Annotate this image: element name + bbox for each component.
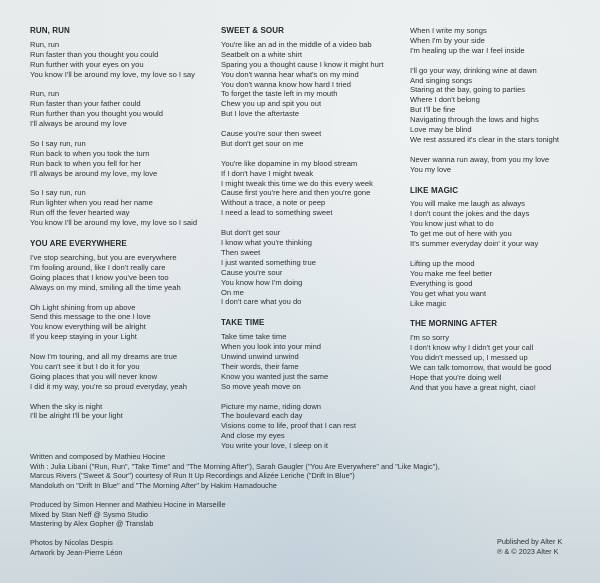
stanza [30, 139, 210, 179]
lyric-line: Their words, their fame [221, 361, 299, 371]
lyric-line: Run faster than you thought you could [30, 49, 159, 59]
lyric-line: I'm healing up the war I feel inside [410, 45, 525, 55]
song-title: THE MORNING AFTER [410, 319, 498, 329]
lyric-line: I know what you're thinking [221, 237, 312, 247]
stanza [30, 303, 210, 343]
lyric-line: Hope that you're doing well [410, 372, 502, 382]
lyric-line: I need a lead to something sweet [221, 208, 333, 218]
song-title: TAKE TIME [221, 318, 265, 328]
lyric-line: When I write my songs [410, 26, 487, 35]
lyric-line: You know how I'm doing [221, 277, 303, 287]
lyric-line: Now I'm touring, and all my dreams are true [30, 352, 178, 362]
stanza [30, 89, 210, 129]
lyric-line: When you look into your mind [221, 342, 322, 352]
lyric-line: Sparing you a thought cause I know it might hurt [221, 59, 384, 69]
lyric-line: Lifting up the mood [410, 258, 475, 268]
song-like-magic [410, 186, 590, 309]
lyric-line: Then sweet [221, 247, 261, 257]
lyric-line: Going places that you will never know [30, 371, 158, 381]
lyric-line: Know you wanted just the same [221, 371, 329, 381]
stanza [221, 332, 401, 391]
credit-group [30, 500, 530, 529]
lyric-line: I'll be alright I'll be your light [30, 411, 123, 421]
song-title: YOU ARE EVERYWHERE [30, 239, 127, 249]
lyric-line: Run, run [30, 89, 60, 99]
lyric-line: You don't wanna hear what's on my mind [221, 69, 359, 79]
stanza [410, 199, 590, 249]
lyric-line: And singing songs [410, 75, 473, 85]
lyric-line: I'll go your way, drinking wine at dawn [410, 65, 537, 75]
lyric-line: Navigating through the lows and highs [410, 115, 539, 125]
lyric-line: Visions come to life, proof that I can rest [221, 421, 356, 431]
lyric-line: I just wanted something true [221, 257, 316, 267]
lyric-line: So move yeah move on [221, 381, 301, 391]
lyric-line: Like magic [410, 298, 447, 308]
lyric-line: Cause first you're here and then you're gone [221, 188, 371, 198]
lyric-line: You get what you want [410, 288, 487, 298]
lyric-line: I might tweak this time we do this every week [221, 178, 373, 188]
lyric-line: Staring at the bay, going to parties [410, 85, 526, 95]
lyric-line: Without a trace, a note or peep [221, 198, 326, 208]
lyric-line: Cause you're sour then sweet [221, 129, 322, 139]
lyric-line: Going places that I know you've been too [30, 272, 169, 282]
lyric-line: You didn't messed up, I messed up [410, 353, 528, 363]
lyric-line: You know I'll be around my love, my love so I said [30, 218, 198, 228]
stanza [30, 402, 210, 422]
lyric-line: I'm so sorry [410, 333, 449, 343]
lyric-line: Run, run [30, 39, 60, 49]
song-title: LIKE MAGIC [410, 185, 459, 195]
stanza [410, 26, 590, 56]
lyric-line: Run lighter when you read her name [30, 198, 153, 208]
lyric-line: But don't get sour on me [221, 138, 304, 148]
publisher-info [497, 537, 577, 556]
credit-line: Produced by Simon Henner and Mathieu Hocine in Marseille [30, 499, 226, 509]
stanza [221, 159, 401, 218]
lyric-line: Take time take time [221, 332, 287, 342]
credit-line: Mandoluth on "Drift In Blue" and "The Morning After" by Hakim Hamadouche [30, 480, 277, 490]
stanza [410, 333, 590, 392]
lyric-line: Love may be blind [410, 125, 472, 135]
lyric-line: You're like dopamine in my blood stream [221, 158, 358, 168]
lyric-line: Run further with your eyes on you [30, 59, 144, 69]
stanza [30, 352, 210, 392]
lyric-line: I don't know why I didn't get your call [410, 343, 534, 353]
lyric-line: If I don't have I might tweak [221, 168, 314, 178]
lyric-line: It's summer everyday doin' it your way [410, 239, 539, 249]
lyric-line: The boulevard each day [221, 411, 303, 421]
lyric-line: Always on my mind, smiling all the time yeah [30, 282, 181, 292]
lyric-line: I'm fooling around, like I don't really care [30, 262, 166, 272]
lyric-line: To forget the taste left in my mouth [221, 89, 338, 99]
lyric-line: So I say run, run [30, 138, 86, 148]
lyric-line: Oh Light shining from up above [30, 302, 136, 312]
lyric-line: Everything is good [410, 278, 473, 288]
lyric-line: You know everything will be alright [30, 322, 146, 332]
credit-line: Photos by Nicolas Despis [30, 538, 113, 548]
lyric-line: I'll always be around my love [30, 119, 127, 129]
stanza [410, 66, 590, 145]
lyric-line: I did it my way, you're so proud everyday, yeah [30, 381, 187, 391]
credit-line: Mastering by Alex Gopher @ Translab [30, 519, 154, 529]
lyric-line: And close my eyes [221, 431, 285, 441]
song-run-run [30, 26, 210, 228]
credit-line: Artwork by Jean-Pierre Léon [30, 547, 123, 557]
song-title: SWEET & SOUR [221, 26, 284, 35]
lyric-line: Run further than you thought you would [30, 109, 163, 119]
publisher-line: Published by Alter K [497, 537, 563, 546]
lyric-line: I don't count the jokes and the days [410, 209, 530, 219]
stanza [30, 253, 210, 293]
lyric-line: You make me feel better [410, 268, 493, 278]
lyric-line: Picture my name, riding down [221, 401, 322, 411]
lyric-line: When the sky is night [30, 401, 103, 411]
lyric-line: I'll always be around my love, my love [30, 168, 158, 178]
lyric-line: Cause you're sour [221, 267, 283, 277]
credit-group [30, 538, 530, 557]
song-the-morning-after [410, 319, 590, 392]
lyric-line: We can talk tomorrow, that would be good [410, 363, 552, 373]
credit-line: Marcus Rivers ("Sweet & Sour") courtesy of Run It Up Recordings and Alizée Leriche ("Drift In Blue") [30, 471, 355, 481]
credit-line: With : Julia Libani ("Run, Run", "Take Time" and "The Morning After"), Sarah Gaugler ("You Are Everywhere" and "Like Magic"), [30, 461, 440, 471]
lyric-line: Run back to when you fell for her [30, 158, 142, 168]
lyric-line: If you keep staying in your Light [30, 332, 137, 342]
lyric-line: We rest assured it's clear in the stars tonight [410, 134, 560, 144]
lyric-line: You my love [410, 164, 452, 174]
credit-line: Written and composed by Mathieu Hocine [30, 452, 166, 461]
lyric-line: You don't wanna know how hard I tried [221, 79, 351, 89]
lyric-line: On me [221, 287, 244, 297]
lyric-line: Chew you up and spit you out [221, 99, 322, 109]
lyric-line: You write your love, I sleep on it [221, 441, 328, 451]
lyric-line: Run faster than your father could [30, 99, 141, 109]
song-continuation [410, 26, 590, 175]
credit-group [30, 452, 530, 490]
credits-block [30, 452, 530, 567]
song-you-are-everywhere [30, 239, 210, 421]
lyric-line: Where I don't belong [410, 95, 480, 105]
lyric-line: You know just what to do [410, 219, 494, 229]
lyric-line: And that you have a great night, ciao! [410, 382, 536, 392]
song-take-time [221, 318, 401, 451]
credit-line: Mixed by Stan Neff @ Sysmo Studio [30, 509, 148, 519]
lyric-line: Seatbelt on a white shirt [221, 49, 303, 59]
song-sweet-sour [221, 26, 401, 307]
lyric-line: Run off the fever hearted way [30, 208, 130, 218]
lyric-line: I don't care what you do [221, 297, 302, 307]
stanza [221, 402, 401, 452]
lyric-line: Unwind unwind unwind [221, 352, 299, 362]
lyric-line: To get me out of here with you [410, 229, 512, 239]
stanza [30, 188, 210, 228]
lyric-line: But I'll be fine [410, 105, 456, 115]
song-title: RUN, RUN [30, 26, 70, 35]
stanza [221, 129, 401, 149]
column-right [410, 26, 590, 404]
lyric-line: Never wanna run away, from you my love [410, 154, 550, 164]
lyric-line: But don't get sour [221, 228, 281, 238]
column-middle [221, 26, 401, 462]
column-left [30, 26, 210, 432]
lyric-line: Send this message to the one I love [30, 312, 151, 322]
lyric-line: When I'm by your side [410, 35, 485, 45]
lyric-line: You will make me laugh as always [410, 199, 525, 209]
stanza [410, 259, 590, 309]
stanza [221, 228, 401, 307]
lyric-line: Run back to when you took the turn [30, 148, 150, 158]
lyric-line: But I love the aftertaste [221, 109, 300, 119]
publisher-line: ℗ & © 2023 Alter K [497, 546, 559, 556]
stanza [30, 40, 210, 80]
lyric-line: You're like an ad in the middle of a video bab [221, 39, 372, 49]
lyric-line: You know I'll be around my love, my love so I say [30, 69, 195, 79]
stanza [221, 40, 401, 119]
stanza [410, 155, 590, 175]
lyric-line: I've stop searching, but you are everywhere [30, 252, 177, 262]
lyric-line: You can't see it but I do it for you [30, 361, 140, 371]
lyric-line: So I say run, run [30, 188, 86, 198]
